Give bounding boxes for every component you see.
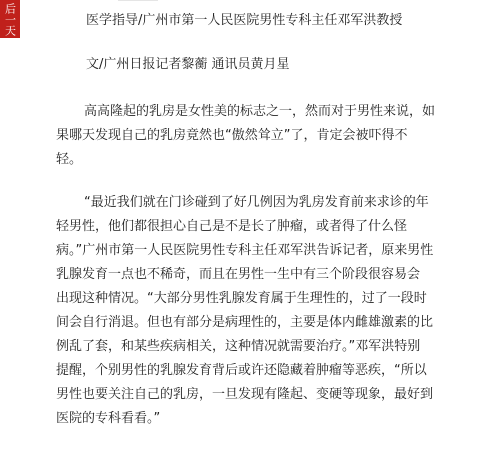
paragraph-line: 出现这种情况。“大部分男性乳腺发育属于生理性的，过了一段时: [56, 291, 427, 306]
side-tab-badge[interactable]: [0, 0, 20, 38]
paragraph-line: 男性也要关注自己的乳房，一旦发现有隆起、变硬等现象，最好到: [56, 387, 434, 402]
medical-guide-line: 医学指导/广州市第一人民医院男性专科主任邓军洪教授: [86, 13, 403, 28]
paragraph-line: 乳腺发育一点也不稀奇，而且在男性一生中有三个阶段很容易会: [56, 267, 421, 282]
paragraph-line: 轻男性，他们都很担心自己是不是长了肿瘤，或者得了什么怪: [56, 219, 408, 234]
cropped-top-text-fragment: [118, 0, 158, 1]
paragraph-line: 轻。: [56, 152, 83, 167]
paragraph-line: 例乱了套，和某些疾病相关，这种情况就需要治疗。”邓军洪特别: [56, 339, 421, 354]
paragraph-line: 医院的专科看看。”: [56, 411, 161, 426]
paragraph-line: 间会自行消退。但也有部分是病理性的，主要是体内雌雄激素的比: [56, 315, 434, 330]
paragraph-line: 提醒，个别男性的乳腺发育背后或许还隐藏着肿瘤等恶疾，“所以: [56, 363, 427, 378]
paragraph-line: 高高隆起的乳房是女性美的标志之一，然而对于男性来说，如: [84, 104, 436, 119]
byline: 文/广州日报记者黎蘅 通讯员黄月星: [86, 57, 290, 72]
paragraph-line: 果哪天发现自己的乳房竟然也“傲然耸立”了，肯定会被吓得不: [56, 128, 408, 143]
paragraph-line: “最近我们就在门诊碰到了好几例因为乳房发育前来求诊的年: [84, 195, 429, 210]
paragraph-line: 病。”广州市第一人民医院男性专科主任邓军洪告诉记者，原来男性: [56, 243, 434, 258]
side-tab-label: 后一天: [3, 2, 17, 36]
